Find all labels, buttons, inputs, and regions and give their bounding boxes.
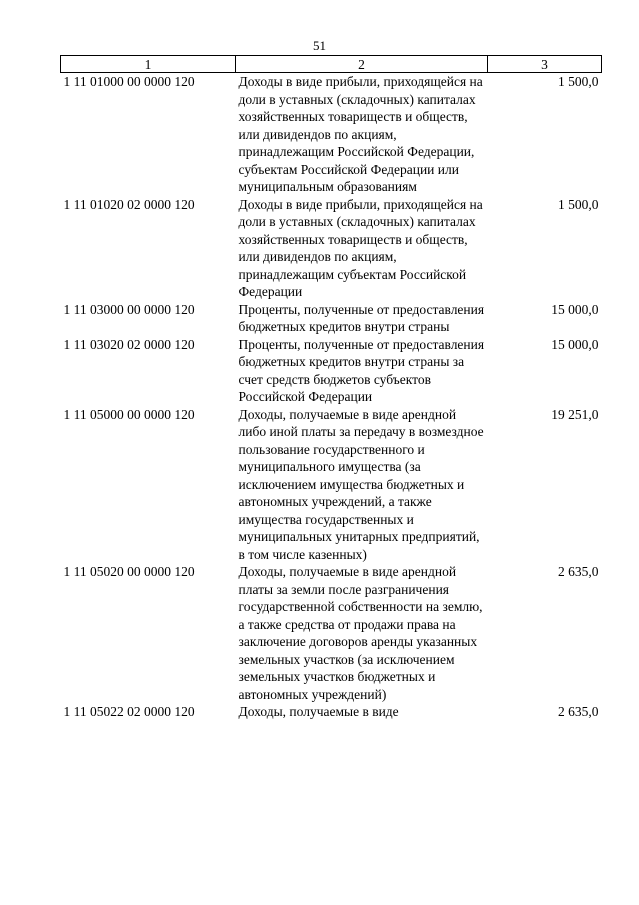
column-header-description: 2	[236, 56, 488, 73]
table-row	[61, 336, 602, 406]
header-row	[61, 56, 602, 73]
table-row	[61, 196, 602, 301]
revenue-amount-cell: 2 635,0	[558, 564, 599, 579]
revenue-code-cell: 1 11 05022 02 0000 120	[63, 704, 195, 719]
table-row	[61, 406, 602, 564]
table-row	[61, 563, 602, 703]
revenue-amount-cell: 1 500,0	[558, 74, 599, 89]
revenue-description-cell: Доходы в виде прибыли, приходящейся на доли в уставных (складочных) капиталах хозяйственных товариществ и обществ, или дивидендов по акциям, принадлежащим субъектам Российской Федерации	[238, 196, 483, 299]
revenue-description-cell: Проценты, полученные от предоставления бюджетных кредитов внутри страны за счет средств бюджетов субъектов Российской Федерации	[238, 336, 485, 404]
table-body	[61, 73, 602, 721]
revenue-description-cell: Доходы в виде прибыли, приходящейся на доли в уставных (складочных) капиталах хозяйственных товариществ и обществ, или дивидендов по акциям, принадлежащим Российской Федерации, субъектам Российской Федерации или муниципальным образованиям	[238, 74, 483, 194]
revenue-amount-cell: 15 000,0	[551, 336, 599, 352]
table-header	[61, 56, 602, 73]
revenue-amount-cell: 15 000,0	[551, 301, 599, 317]
column-header-amount: 3	[488, 56, 602, 73]
revenue-amount-cell: 19 251,0	[551, 406, 599, 422]
page-number: 51	[313, 38, 326, 53]
revenue-code-cell: 1 11 01000 00 0000 120	[63, 74, 195, 89]
revenue-description-cell: Доходы, получаемые в виде арендной либо иной платы за передачу в возмездное пользование государственного и муниципального имущества (за исключением имущества бюджетных и автономных учреждений, а также имущества государственных и муниципальных унитарных предприятий, в том числе казенных)	[238, 406, 484, 562]
revenue-code-cell: 1 11 03000 00 0000 120	[63, 301, 195, 317]
revenue-code-cell: 1 11 01020 02 0000 120	[63, 196, 195, 212]
column-header-code: 1	[61, 56, 236, 73]
revenue-description-cell: Доходы, получаемые в виде	[238, 704, 399, 719]
revenue-amount-cell: 2 635,0	[558, 704, 599, 719]
revenue-description-cell: Доходы, получаемые в виде арендной платы за земли после разграничения государственной собственности на землю, а также средства от продажи права на заключение договоров аренды указанных земельных участков (за исключением земельных участков бюджетных и автономных учреждений)	[238, 564, 483, 702]
revenue-amount-cell: 1 500,0	[558, 196, 599, 212]
table-row	[61, 73, 602, 196]
revenue-code-cell: 1 11 05000 00 0000 120	[63, 406, 195, 422]
revenue-code-cell: 1 11 03020 02 0000 120	[63, 336, 195, 352]
table-row	[61, 301, 602, 336]
revenue-description-cell: Проценты, полученные от предоставления бюджетных кредитов внутри страны	[238, 301, 485, 334]
table-row	[61, 703, 602, 721]
budget-revenue-table	[60, 55, 602, 721]
revenue-code-cell: 1 11 05020 00 0000 120	[63, 564, 195, 579]
